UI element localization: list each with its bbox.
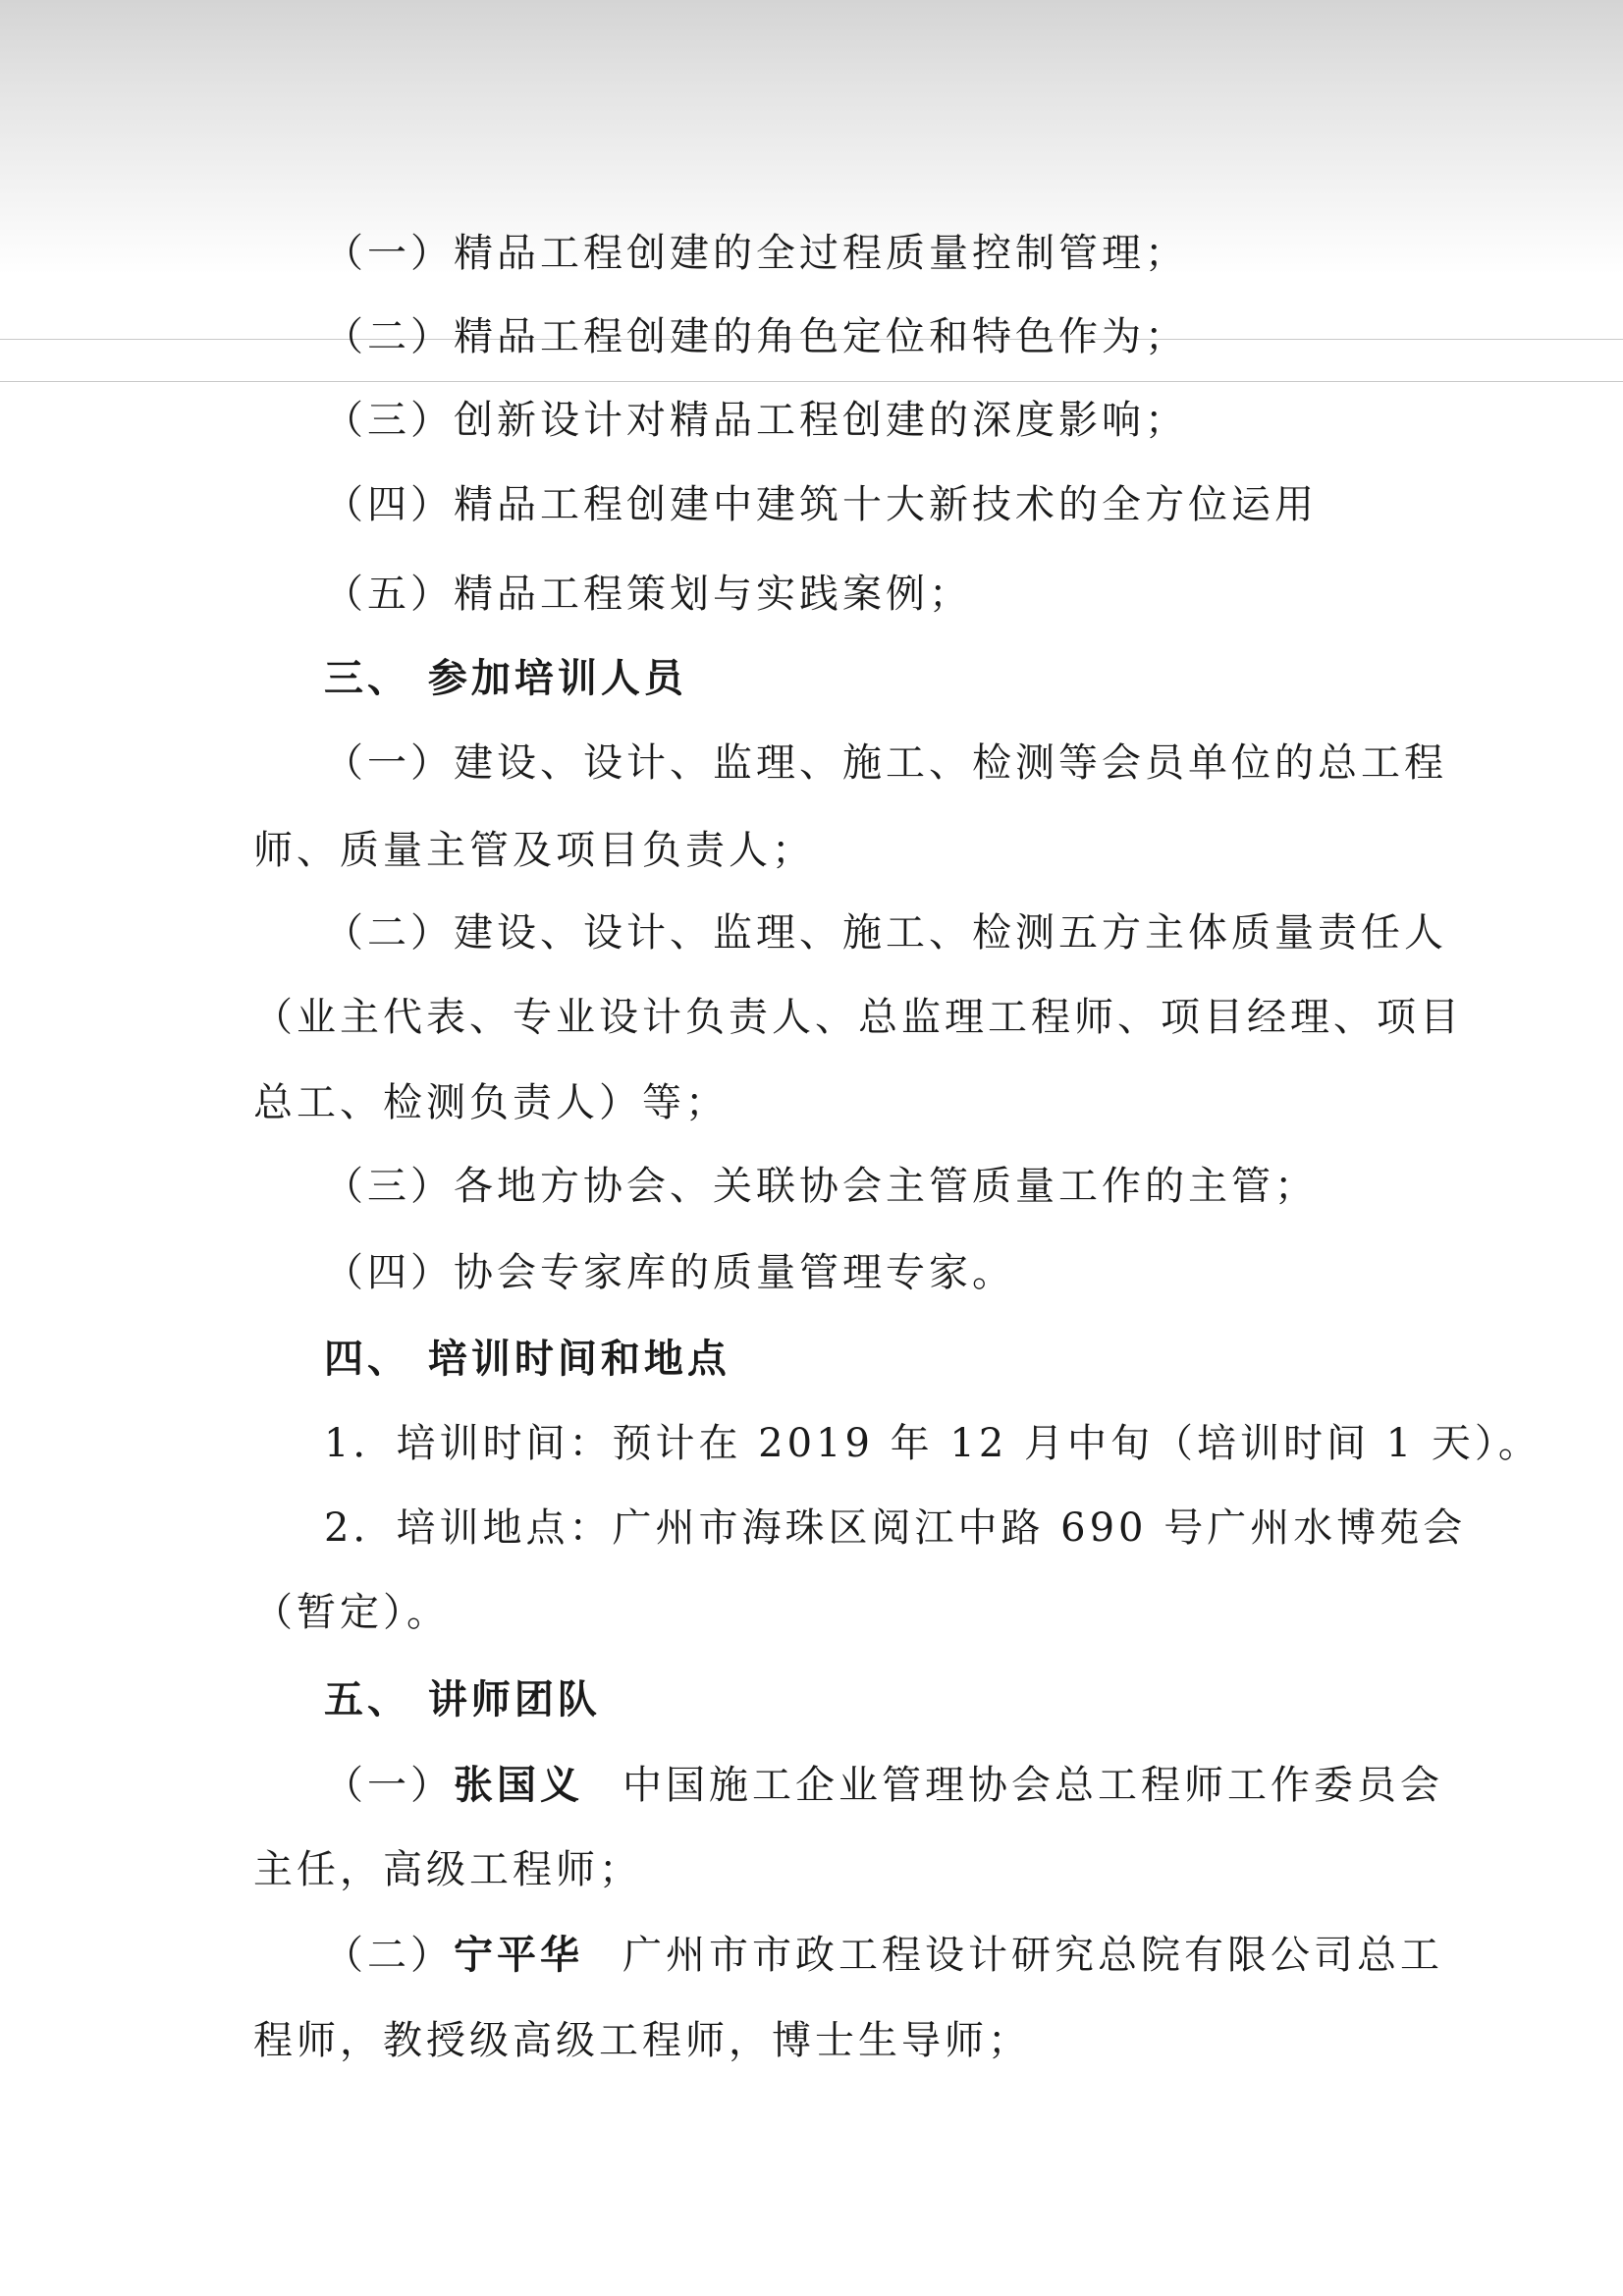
section4-time: 1．培训时间：预计在 2019 年 12 月中旬（培训时间 1 天）。 [324,1421,1542,1466]
section4-heading: 四、 培训时间和地点 [324,1337,730,1382]
section2-item-3: （三）创新设计对精品工程创建的深度影响； [324,398,1188,443]
section3-item3: （三）各地方协会、关联协会主管质量工作的主管； [324,1164,1318,1209]
section2-item-1: （一）精品工程创建的全过程质量控制管理； [324,231,1188,276]
section3-item2-line2: （业主代表、专业设计负责人、总监理工程师、项目经理、项目 [253,995,1463,1040]
section5-lecturer2-line2: 程师，教授级高级工程师，博士生导师； [253,2018,1031,2063]
section2-item-5: （五）精品工程策划与实践案例； [324,572,972,617]
lecturer2-name: 宁平华 [454,1933,583,1978]
lecturer2-desc: 广州市市政工程设计研究总院有限公司总工 [622,1933,1443,1978]
section3-heading: 三、 参加培训人员 [324,656,687,701]
section5-lecturer1-line2: 主任，高级工程师； [253,1847,642,1892]
lecturer1-desc: 中国施工企业管理协会总工程师工作委员会 [622,1763,1443,1808]
section5-heading: 五、 讲师团队 [324,1677,601,1722]
section4-place-line1: 2．培训地点：广州市海珠区阅江中路 690 号广州水博苑会 [324,1505,1467,1551]
section2-item-4: （四）精品工程创建中建筑十大新技术的全方位运用 [324,482,1318,527]
section3-item4: （四）协会专家库的质量管理专家。 [324,1250,1015,1295]
lecturer2-prefix: （二） [324,1933,454,1978]
section2-item-2: （二）精品工程创建的角色定位和特色作为； [324,314,1188,359]
lecturer1-name: 张国义 [454,1763,583,1808]
section5-lecturer1 [324,1758,1443,1813]
section3-item2-line3: 总工、检测负责人）等； [253,1080,729,1125]
section5-lecturer2 [324,1928,1443,1983]
section4-place-line2: （暂定）。 [253,1590,450,1635]
section3-item1-line2: 师、质量主管及项目负责人； [253,828,815,873]
section3-item1-line1: （一）建设、设计、监理、施工、检测等会员单位的总工程 [324,740,1447,786]
lecturer1-prefix: （一） [324,1763,454,1808]
section3-item2-line1: （二）建设、设计、监理、施工、检测五方主体质量责任人 [324,910,1447,956]
